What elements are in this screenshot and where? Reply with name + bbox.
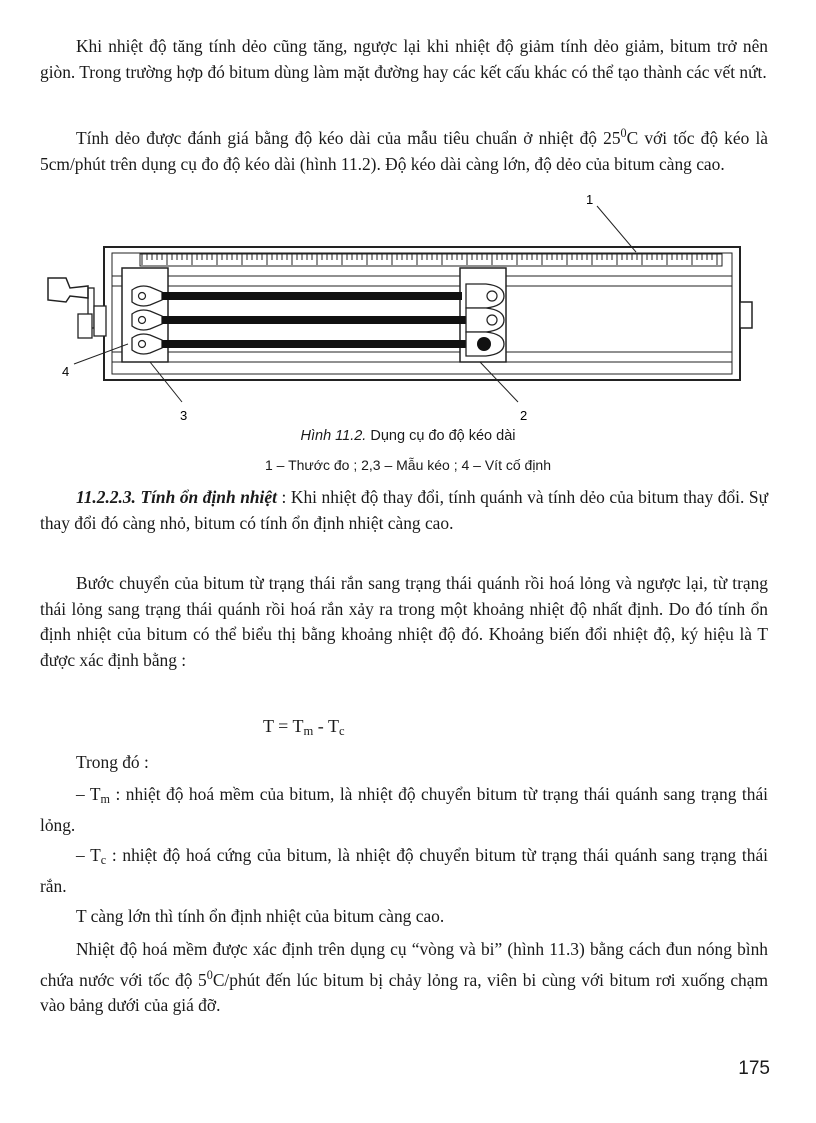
paragraph-t-conclusion [40,904,768,930]
samples [132,284,504,356]
page-number: 175 [738,1058,770,1079]
paragraph-text: Khi nhiệt độ tăng tính dẻo cũng tăng, ngược lại khi nhiệt độ giảm tính dẻo giảm, bitum trở nên giòn. Trong trường hợp đó bitum dùng làm mặt đường hay các kết cấu khác có thể tạo thành các vết nứt. [40,36,768,82]
superscript: 0 [620,126,627,140]
paragraph-phase-transition [40,571,768,673]
section-heading: 11.2.2.3. Tính ổn định nhiệt [76,487,277,507]
formula: $T = T_m - T_c$ [263,716,345,738]
paragraph-softening-point: Nhiệt độ hoá mềm được xác định trên dụng cụ “vòng và bi” (hình 11.3) bằng cách đun nóng bình chứa nước với tốc độ $5^0C$/phút đến lúc bitum bị chảy lỏng ra, viên bi cùng với bitum rơi xuống chạm vào bảng dưới của giá đỡ. [40,939,768,1015]
leader-line-3 [150,362,182,402]
crank-gear [78,314,92,338]
paragraph-text: : Khi nhiệt độ thay đổi, tính quánh và tính dẻo của bitum thay đổi. Sự thay đổi đó càng nhỏ, bitum có tính ổn định nhiệt càng cao. [40,487,769,533]
label-4: 4 [62,364,70,379]
leader-line-1 [597,206,636,252]
paragraph-thermal-stability [40,485,768,536]
label-3: 3 [180,408,188,423]
label-2: 2 [520,408,528,423]
paragraph-where [40,750,768,776]
crank-handle [48,278,88,302]
paragraph-ductility-temperature [40,34,768,85]
paragraph-tc-definition: – $T_c$ : nhiệt độ hoá cứng của bitum, là nhiệt độ chuyển bitum từ trạng thái quánh sang trạng thái rắn. [40,845,768,896]
paragraph-text: C với tốc độ kéo là 5cm/phút trên dụng cụ đo độ kéo dài (hình 11.2). Độ kéo dài càng lớn, độ dẻo của bitum càng cao. [40,128,768,174]
figure-caption [0,428,816,444]
paragraph-tm-definition: – $T_m$ : nhiệt độ hoá mềm của bitum, là nhiệt độ chuyển bitum từ trạng thái quánh sang trạng thái lỏng. [40,784,768,835]
leader-line-2 [480,362,518,402]
crank-bearing [94,306,106,336]
end-stub [740,302,752,328]
paragraph-text: Bước chuyển của bitum từ trạng thái rắn sang trạng thái quánh rồi hoá lỏng và ngược lại, từ trạng thái lỏng sang trạng thái quánh rồi hoá rắn xảy ra trong một khoảng nhiệt độ nhất định. Do đó tính ổn định nhiệt của bitum có thể biểu thị bằng khoảng nhiệt độ đó. Khoảng biến đổi nhiệt độ, ký hiệu là T được xác định bằng : [40,573,768,670]
paragraph-text: T càng lớn thì tính ổn định nhiệt của bitum càng cao. [76,906,445,926]
figure-legend: 1 – Thước đo ; 2,3 – Mẫu kéo ; 4 – Vít cố định [264,457,551,473]
apparatus-inner-frame [112,253,732,374]
paragraph-ductility-test [40,121,768,177]
apparatus-frame [104,247,740,380]
paragraph-text: Tính dẻo được đánh giá bằng độ kéo dài của mẫu tiêu chuẩn ở nhiệt độ 25 [76,128,621,148]
figure-ductility-apparatus [0,190,816,426]
leader-line-4 [74,344,128,364]
paragraph-text: Trong đó : [76,752,149,772]
caption-title-rest: Dụng cụ đo độ kéo dài [366,428,516,444]
caption-title: Hình 11.2. [300,428,367,444]
ruler-ticks [142,254,722,265]
label-1: 1 [586,192,594,207]
